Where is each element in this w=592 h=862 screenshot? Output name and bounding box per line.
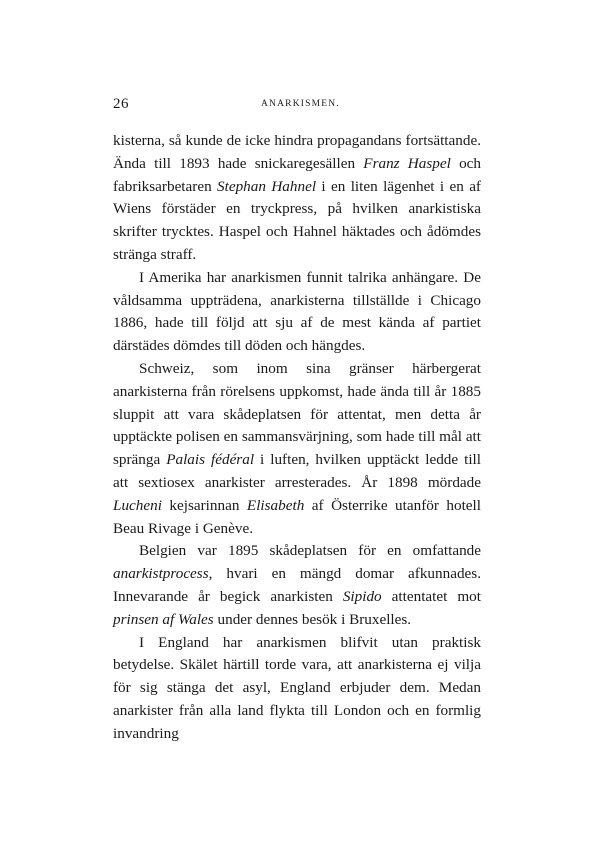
text-run: Belgien var 1895 skådeplatsen för en omfattande — [139, 542, 481, 560]
italic-text: Sipido — [342, 587, 382, 605]
italic-text: prinsen af Wales — [113, 610, 214, 628]
paragraph — [113, 130, 481, 267]
text-run: under dennes besök i Bruxelles. — [213, 610, 412, 628]
paragraph — [113, 358, 481, 540]
text-run: kejsarinnan — [161, 496, 247, 514]
running-head: ANARKISMEN. — [261, 99, 340, 109]
paragraph — [113, 632, 481, 746]
italic-text: Lucheni — [113, 496, 162, 514]
italic-text: Elisabeth — [246, 496, 305, 514]
italic-text: Palais fédéral — [166, 451, 255, 469]
text-run: och fabriksarbetaren — [113, 154, 481, 195]
text-run: I England har anarkismen blifvit utan praktisk betydelse. Skälet härtill torde vara, att anarkisterna ej vilja för sig stänga det asyl, England erbjuder dem. Medan anarkister från alla land flykta till London och en formlig invandring — [113, 633, 481, 742]
italic-text: Stephan Hahnel — [217, 177, 317, 195]
paragraph — [113, 267, 481, 358]
text-run: , hvari en mängd domar afkunnades. Innevarande år begick anarkisten — [113, 565, 481, 605]
text-run: i en liten lägenhet i en af Wiens förstäder en tryckpress, på hvilken anarkistiska skrifter trycktes. Haspel och Hahnel häktades och ådömdes stränga straff. — [113, 177, 481, 263]
text-run: kisterna, så kunde de icke hindra propagandans fortsättande. Ända till 1893 hade snickaregesällen — [113, 132, 481, 172]
page-header — [113, 96, 479, 116]
paragraph — [113, 540, 481, 631]
italic-text: Franz Haspel — [363, 154, 451, 172]
text-run: i luften, hvilken upptäckt ledde till att sextiosex anarkister arresterades. År 1898 mördade — [113, 451, 482, 491]
body-text — [113, 130, 481, 746]
text-run: af Österrike utanför hotell Beau Rivage i Genève. — [113, 496, 481, 537]
text-run: I Amerika har anarkismen funnit talrika anhängare. De våldsamma uppträdena, anarkisterna tillställde i Chicago 1886, hade till följd att sju af de mest kända af partiet därstädes dömdes till döden och hängdes. — [113, 268, 481, 355]
text-run: Schweiz, som inom sina gränser härbergerat anarkisterna från rörelsens uppkomst, hade ända till år 1885 sluppit att vara skådeplatsen för attentat, men detta år upptäckte polisen en sammansvärjning, som hade till mål att spränga — [113, 359, 481, 469]
italic-text: anarkistprocess — [113, 565, 209, 583]
page-number: 26 — [113, 96, 129, 112]
text-run: attentatet mot — [381, 587, 481, 605]
